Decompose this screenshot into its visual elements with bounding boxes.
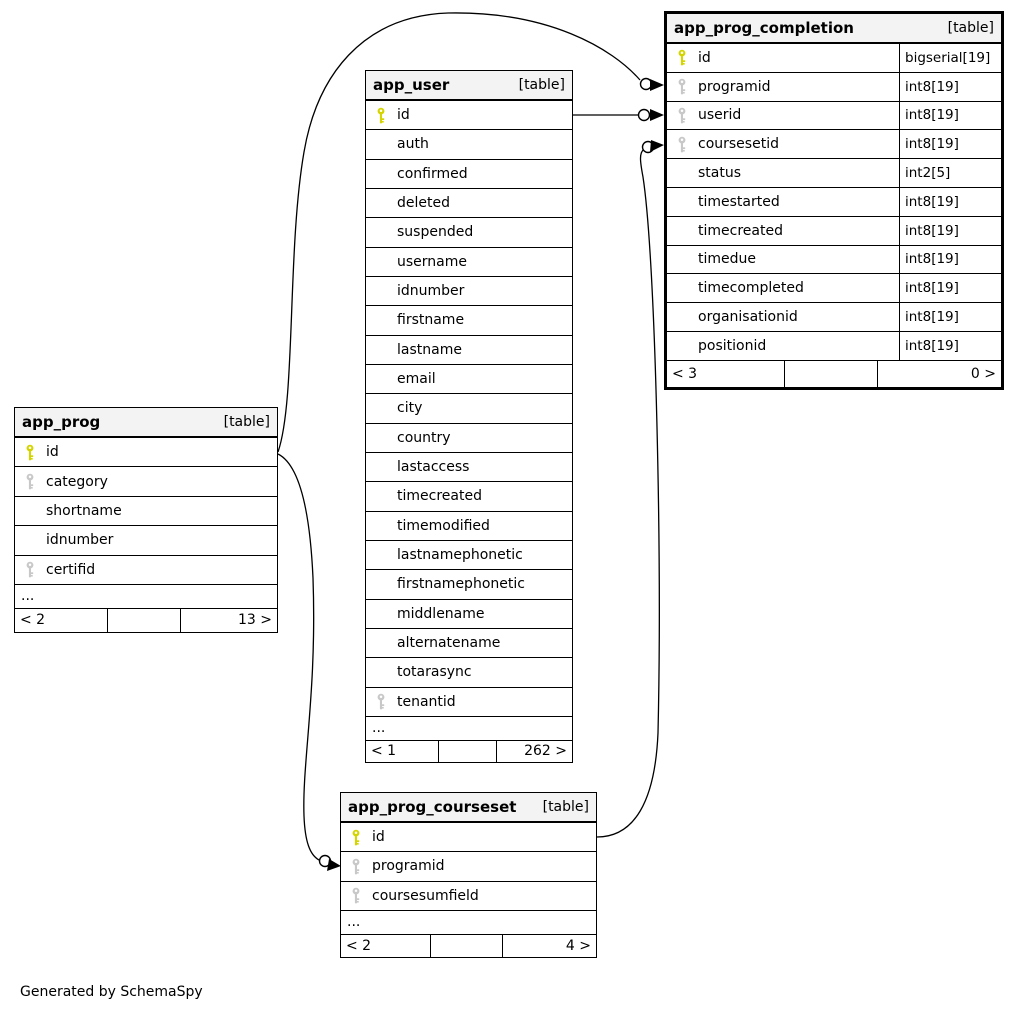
column-name: id: [698, 49, 711, 66]
ellipsis-row: [15, 585, 277, 609]
table-header[interactable]: [366, 71, 572, 101]
column-row-category: [15, 467, 277, 496]
column-name: programid: [372, 858, 445, 875]
column-row-timestarted: [667, 188, 1001, 217]
column-row-programid: [667, 73, 1001, 102]
fk-line: [278, 454, 319, 860]
table-type-badge: [table]: [223, 414, 270, 430]
footer-count-right: 4 >: [502, 935, 596, 957]
column-row-lastaccess: [366, 453, 572, 482]
fk-circle-symbol: [320, 856, 331, 867]
column-row-coursesetid: [667, 130, 1001, 159]
footer-degree-left: < 2: [346, 937, 372, 954]
foreign-key-slot: [347, 858, 364, 875]
column-row-organisationid: [667, 303, 1001, 332]
foreign-key-slot: [673, 136, 690, 153]
fk-connector-app_prog-id-to-app_prog_courseset-programid: [278, 454, 341, 871]
column-name: username: [397, 253, 467, 270]
column-row-middlename: [366, 600, 572, 629]
column-row-deleted: [366, 189, 572, 218]
column-row-alternatename: [366, 629, 572, 658]
generated-by-note: Generated by SchemaSpy: [20, 984, 203, 1000]
fk-line: [597, 149, 659, 837]
column-name: alternatename: [397, 635, 501, 652]
column-row-id: [15, 438, 277, 467]
column-name: deleted: [397, 195, 450, 212]
fk-circle-symbol: [641, 79, 652, 90]
table-footer: [366, 741, 572, 762]
table-name[interactable]: app_user: [373, 76, 450, 94]
column-row-programid: [341, 852, 596, 881]
column-type: int8[19]: [899, 102, 1001, 130]
column-name: confirmed: [397, 165, 468, 182]
column-row-positionid: [667, 332, 1001, 361]
footer-spacer: [430, 935, 501, 957]
column-row-lastname: [366, 336, 572, 365]
fk-circle-symbol: [643, 142, 654, 153]
table-type-badge: [table]: [947, 20, 994, 36]
table-name[interactable]: app_prog_courseset: [348, 798, 517, 816]
primary-key-icon: [376, 107, 386, 124]
column-name: suspended: [397, 224, 474, 241]
column-row-timedue: [667, 246, 1001, 275]
column-name: totarasync: [397, 664, 472, 681]
foreign-key-icon: [25, 561, 35, 578]
column-name: timecreated: [397, 488, 482, 505]
table-name[interactable]: app_prog_completion: [674, 19, 854, 37]
column-name: country: [397, 429, 451, 446]
column-name: firstnamephonetic: [397, 576, 525, 593]
column-name: id: [397, 107, 410, 124]
column-name: timemodified: [397, 517, 490, 534]
foreign-key-slot: [21, 473, 38, 490]
column-name: positionid: [698, 337, 767, 354]
column-type: int8[19]: [899, 332, 1001, 360]
foreign-key-slot: [673, 107, 690, 124]
column-name: auth: [397, 136, 429, 153]
table-app_prog[interactable]: [14, 407, 278, 633]
foreign-key-slot: [372, 693, 389, 710]
column-name: middlename: [397, 605, 485, 622]
column-name: coursesumfield: [372, 887, 479, 904]
table-header[interactable]: [341, 793, 596, 823]
primary-key-slot: [372, 107, 389, 124]
column-name: shortname: [46, 502, 122, 519]
foreign-key-slot: [347, 887, 364, 904]
column-row-id: [366, 101, 572, 130]
column-name: timestarted: [698, 193, 780, 210]
column-name: id: [372, 829, 385, 846]
table-footer: [667, 361, 1001, 387]
column-row-idnumber: [366, 277, 572, 306]
foreign-key-slot: [21, 561, 38, 578]
column-row-confirmed: [366, 160, 572, 189]
table-name[interactable]: app_prog: [22, 413, 101, 431]
fk-arrowhead-icon: [650, 79, 664, 91]
column-row-username: [366, 248, 572, 277]
foreign-key-icon: [25, 473, 35, 490]
column-name: firstname: [397, 312, 465, 329]
column-type: int8[19]: [899, 188, 1001, 216]
column-row-id: [341, 823, 596, 852]
column-row-tenantid: [366, 688, 572, 717]
column-row-firstname: [366, 306, 572, 335]
column-name: email: [397, 371, 436, 388]
column-name: id: [46, 444, 59, 461]
column-name: userid: [698, 107, 742, 124]
foreign-key-icon: [677, 136, 687, 153]
column-name: status: [698, 165, 742, 182]
column-type: int2[5]: [899, 159, 1001, 187]
column-row-shortname: [15, 497, 277, 526]
footer-count-right: 13 >: [180, 609, 277, 632]
column-row-id: [667, 44, 1001, 73]
primary-key-icon: [677, 49, 687, 66]
column-type: int8[19]: [899, 217, 1001, 245]
column-type: int8[19]: [899, 246, 1001, 274]
footer-degree-left: < 1: [371, 743, 397, 760]
foreign-key-icon: [677, 107, 687, 124]
footer-spacer: [107, 609, 180, 632]
column-type: int8[19]: [899, 303, 1001, 331]
table-header[interactable]: [667, 14, 1001, 44]
column-row-totarasync: [366, 658, 572, 687]
column-row-email: [366, 365, 572, 394]
fk-circle-symbol: [639, 110, 650, 121]
foreign-key-icon: [351, 858, 361, 875]
foreign-key-icon: [351, 887, 361, 904]
fk-connector-app_prog_courseset-id-to-app_prog_completion-coursesetid: [597, 140, 664, 837]
ellipsis-row: [341, 911, 596, 935]
footer-count-right: 262 >: [496, 741, 572, 762]
column-name: idnumber: [46, 532, 114, 549]
table-app_prog_completion[interactable]: [664, 11, 1004, 390]
column-name: lastname: [397, 341, 462, 358]
column-row-country: [366, 424, 572, 453]
column-row-coursesumfield: [341, 882, 596, 911]
column-name: lastnamephonetic: [397, 547, 523, 564]
table-header[interactable]: [15, 408, 277, 438]
column-row-userid: [667, 102, 1001, 131]
footer-degree-left: < 3: [672, 365, 698, 382]
column-row-firstnamephonetic: [366, 570, 572, 599]
ellipsis-row: [366, 717, 572, 741]
column-type: int8[19]: [899, 274, 1001, 302]
column-row-timecreated: [366, 482, 572, 511]
column-row-lastnamephonetic: [366, 541, 572, 570]
column-name: organisationid: [698, 309, 798, 326]
column-row-timecompleted: [667, 274, 1001, 303]
column-type: int8[19]: [899, 130, 1001, 158]
column-row-certifid: [15, 556, 277, 585]
column-name: idnumber: [397, 283, 465, 300]
column-name: category: [46, 473, 108, 490]
table-footer: [341, 935, 596, 957]
footer-spacer: [784, 361, 878, 387]
primary-key-icon: [351, 829, 361, 846]
primary-key-icon: [25, 444, 35, 461]
column-name: timecreated: [698, 222, 783, 239]
primary-key-slot: [21, 444, 38, 461]
column-row-auth: [366, 130, 572, 159]
table-app_user[interactable]: [365, 70, 573, 763]
column-name: timedue: [698, 251, 757, 268]
column-name: tenantid: [397, 693, 456, 710]
column-name: lastaccess: [397, 459, 470, 476]
fk-arrowhead-icon: [650, 109, 664, 121]
column-name: timecompleted: [698, 280, 804, 297]
table-app_prog_courseset[interactable]: [340, 792, 597, 958]
ellipsis-label: ...: [21, 588, 35, 605]
column-row-suspended: [366, 218, 572, 247]
fk-arrowhead-icon: [650, 140, 664, 152]
primary-key-slot: [673, 49, 690, 66]
column-row-city: [366, 394, 572, 423]
table-footer: [15, 609, 277, 632]
ellipsis-label: ...: [372, 720, 386, 737]
foreign-key-icon: [677, 78, 687, 95]
primary-key-slot: [347, 829, 364, 846]
footer-spacer: [438, 741, 496, 762]
column-type: int8[19]: [899, 73, 1001, 101]
column-row-status: [667, 159, 1001, 188]
column-name: programid: [698, 78, 771, 95]
fk-arrowhead-icon: [327, 859, 341, 871]
table-type-badge: [table]: [542, 799, 589, 815]
foreign-key-slot: [673, 78, 690, 95]
column-row-idnumber: [15, 526, 277, 555]
column-name: certifid: [46, 561, 96, 578]
column-name: coursesetid: [698, 136, 779, 153]
column-row-timemodified: [366, 512, 572, 541]
column-name: city: [397, 400, 423, 417]
fk-connector-app_user-id-to-app_prog_completion-userid: [573, 109, 664, 121]
footer-count-right: 0 >: [877, 361, 1001, 387]
column-type: bigserial[19]: [899, 44, 1001, 72]
footer-degree-left: < 2: [20, 612, 46, 629]
column-row-timecreated: [667, 217, 1001, 246]
table-type-badge: [table]: [518, 77, 565, 93]
foreign-key-icon: [376, 693, 386, 710]
ellipsis-label: ...: [347, 914, 361, 931]
